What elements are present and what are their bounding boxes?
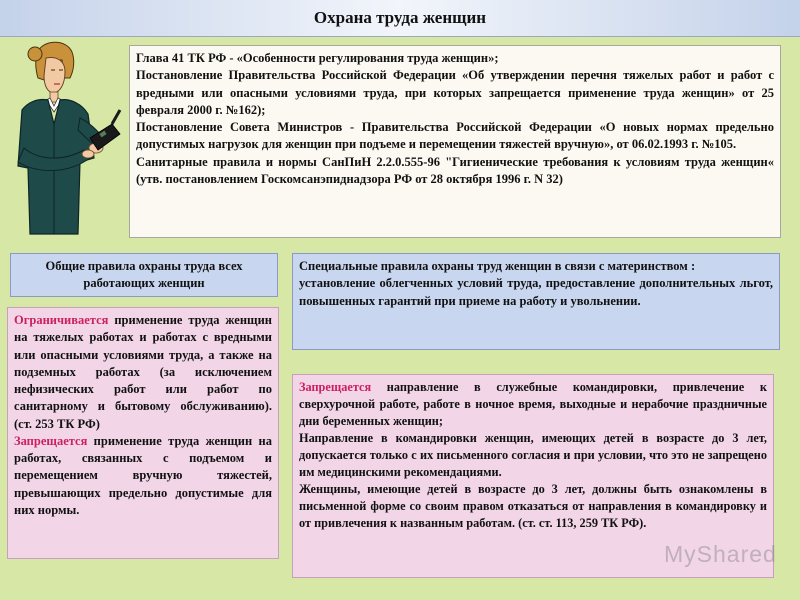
general-rules-title-box (10, 253, 278, 297)
general-rules-title: Общие правила охраны труда всех работающих женщин (45, 259, 243, 291)
special-rules-text: установление облегченных условий труда, предоставление дополнительных льгот, повышенных гарантий при приеме на работу и увольнении. (299, 276, 773, 308)
special-rules-title: Специальные правила охраны труд женщин в связи с материнством : (299, 259, 696, 273)
woman-with-phone-illustration (8, 38, 126, 238)
header-bar (0, 0, 800, 37)
special-rules-box (292, 253, 780, 350)
prohibition-paragraph (299, 379, 767, 430)
business-trip-paragraph: Направление в командировки женщин, имеющих детей в возрасте до 3 лет, допускается только с их письменного согласия и при условии, что это не запрещено им медицинскими рекомендациями. (299, 430, 767, 479)
restriction-text: применение труда женщин на тяжелых работах и работах с вредными или опасными условиями труда, а также на подземных работах (за исключением нефизических работ или работ по санитарному и бытовому обслуживанию). (ст. 253 ТК РФ) (14, 313, 272, 431)
notification-paragraph: Женщины, имеющие детей в возрасте до 3 лет, должны быть ознакомлены в письменной форме со своим правом отказаться от направления в командировку и от привлечения к названным работам. (ст. ст. 113, 259 ТК РФ). (299, 481, 767, 530)
prohibition-text: применение труда женщин на работах, связанных с подъемом и перемещением вручную тяжестей, превышающих предельно допустимые для них нормы. (14, 433, 272, 517)
prohibition-paragraph (14, 433, 272, 519)
restriction-paragraph (14, 312, 272, 433)
watermark-logo: MyShared (664, 541, 777, 567)
prohibition-keyword: Запрещается (299, 380, 372, 394)
law-item: Глава 41 ТК РФ - «Особенности регулирования труда женщин»; (136, 51, 499, 65)
law-item: Постановление Совета Министров - Правительства Российской Федерации «О новых нормах предельно допустимых нагрузок для женщин при подъеме и перемещении тяжестей вручную», от 06.02.1993 г. №105. (136, 120, 774, 152)
restriction-keyword: Ограничивается (14, 313, 109, 327)
law-item: Постановление Правительства Российской Федерации «Об утверждении перечня тяжелых работ и работ с вредными или опасными условиями труда, при которых запрещается применение труда женщин» от 25 февраля 2000 г. №162); (136, 68, 774, 117)
prohibition-keyword: Запрещается (14, 433, 88, 448)
prohibition-text: направление в служебные командировки, привлечение к сверхурочной работе, работе в ночное время, выходные и нерабочие праздничные дни беременных женщин; (299, 380, 767, 428)
general-rules-content-box (7, 307, 279, 559)
law-item: Санитарные правила и нормы СанПиН 2.2.0.555-96 "Гигиенические требования к условиям труда женщин« (утв. постановлением Госкомсанэпиднадзора РФ от 28 октября 1996 г. N 32) (136, 154, 774, 186)
laws-list-box (129, 45, 781, 238)
page-title: Охрана труда женщин (313, 8, 487, 27)
